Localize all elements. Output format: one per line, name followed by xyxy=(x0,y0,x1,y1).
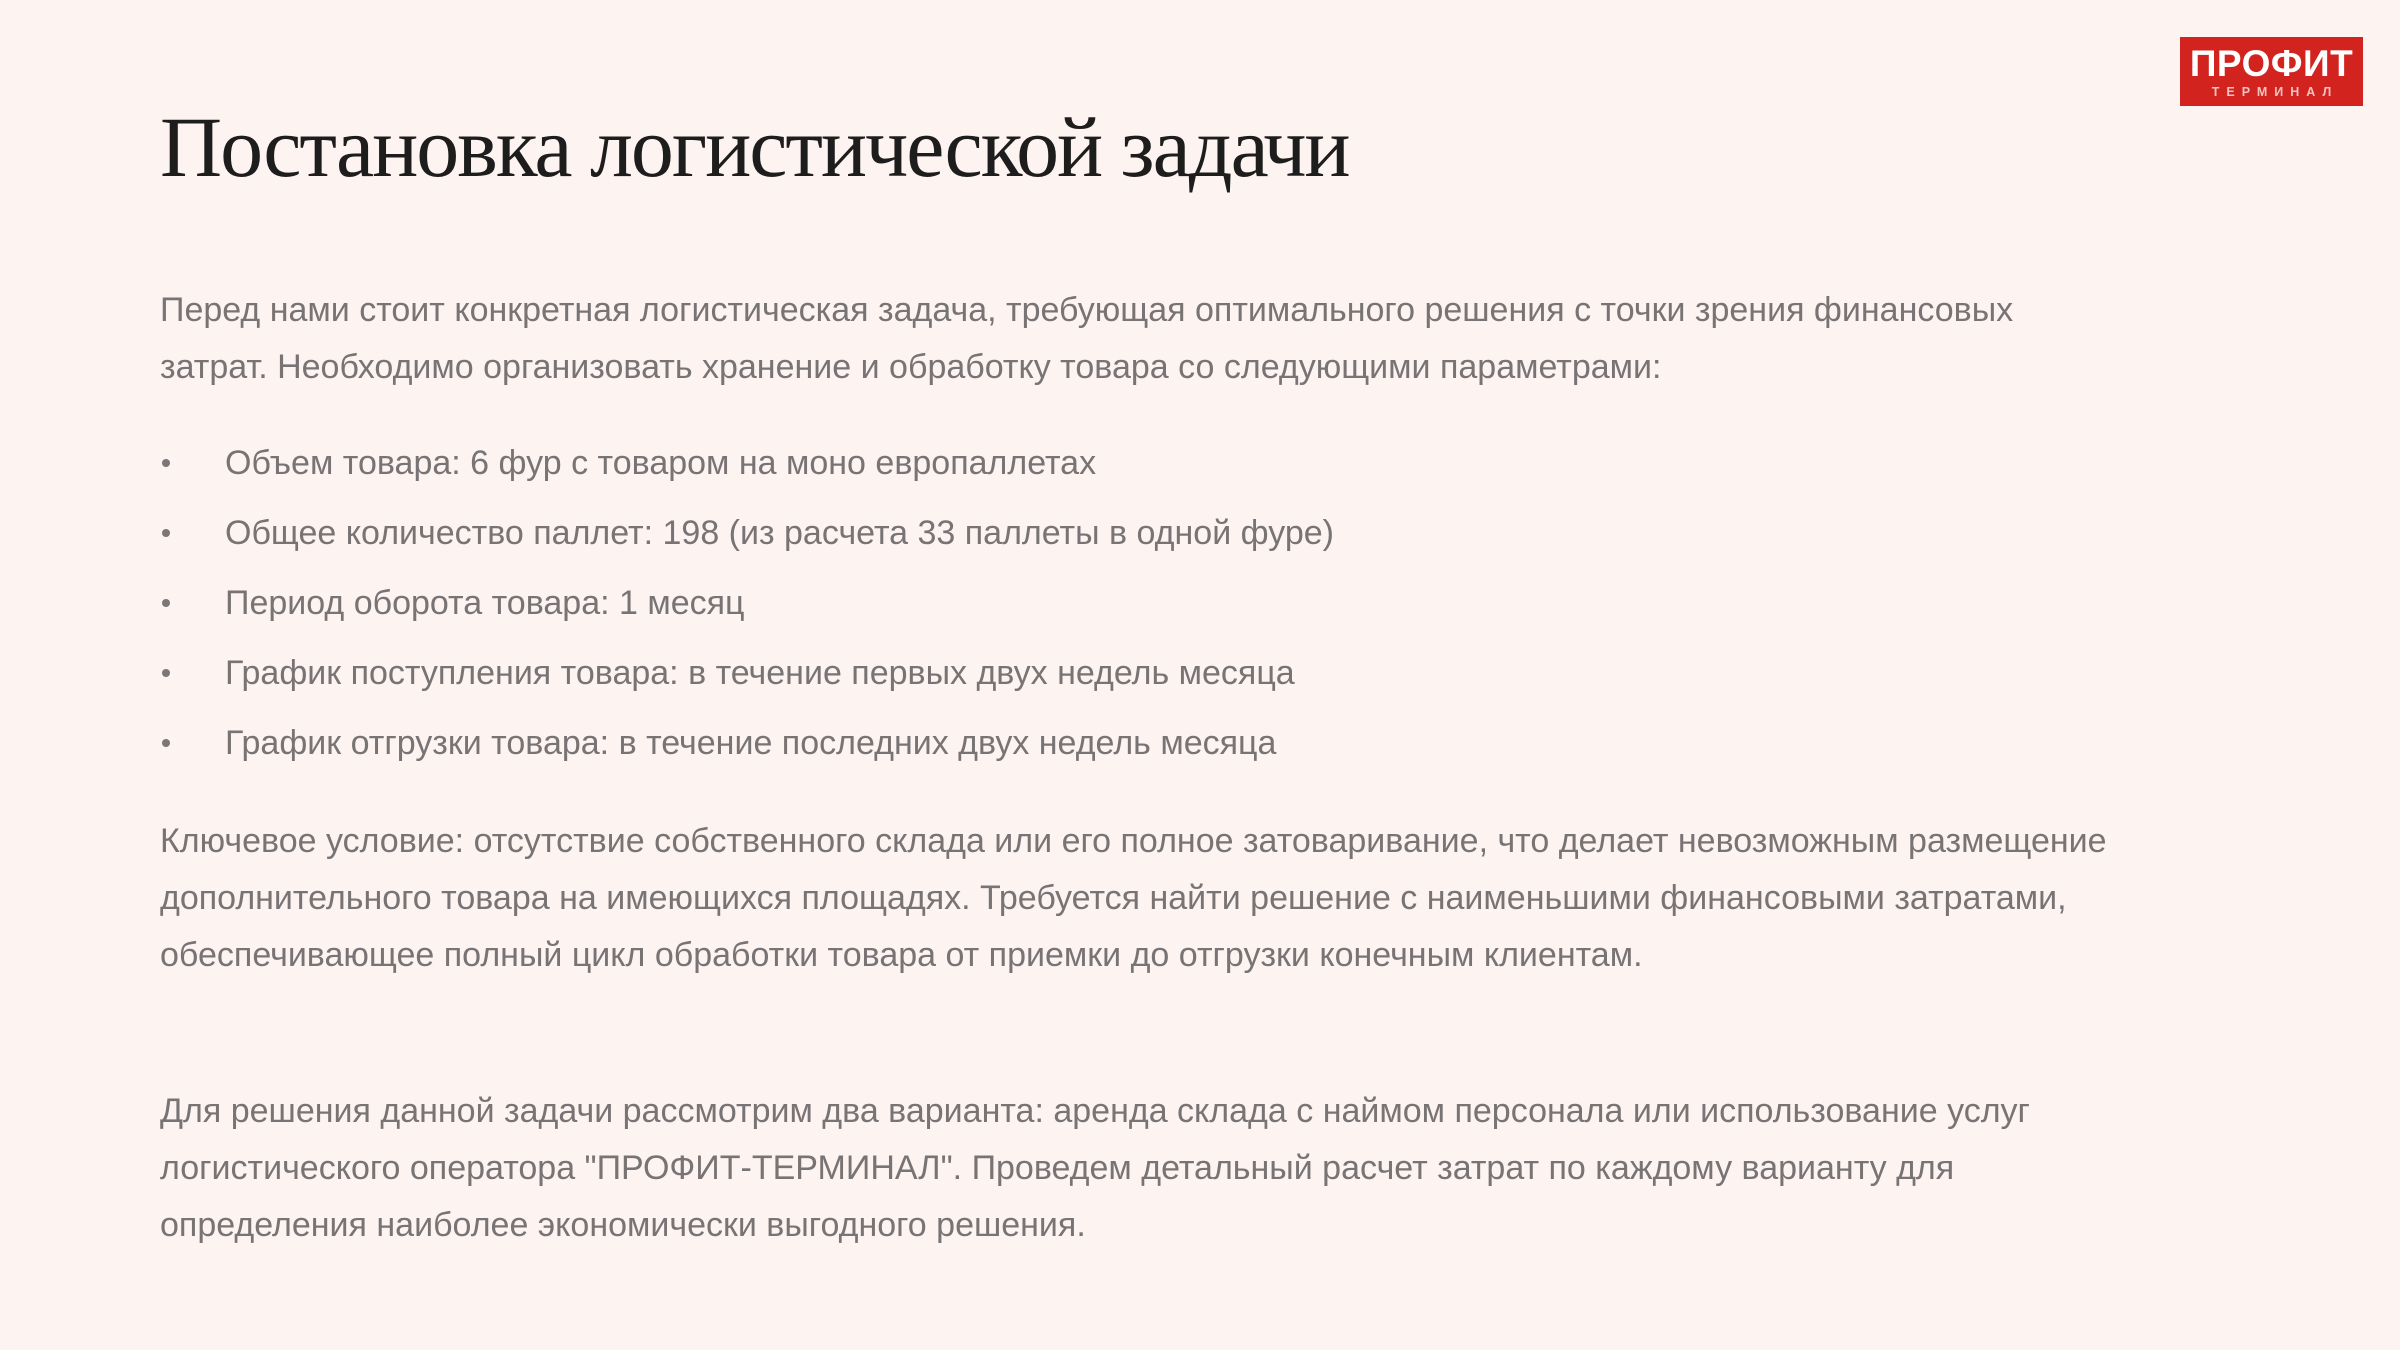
bullet-icon xyxy=(162,459,170,467)
list-item xyxy=(160,435,2110,492)
parameters-list xyxy=(160,435,2110,785)
list-item-text: График поступления товара: в течение первых двух недель месяца xyxy=(225,654,1295,692)
list-item-text: Период оборота товара: 1 месяц xyxy=(225,584,745,622)
bullet-icon xyxy=(162,669,170,677)
logo-secondary-text: ТЕРМИНАЛ xyxy=(2211,84,2339,99)
list-item-text: Общее количество паллет: 198 (из расчета 33 паллеты в одной фуре) xyxy=(225,514,1334,552)
logo-primary-text: ПРОФИТ xyxy=(2189,42,2354,84)
list-item xyxy=(160,715,2110,772)
profit-terminal-logo xyxy=(2180,37,2363,106)
page-title: Постановка логистической задачи xyxy=(160,99,1349,195)
intro-paragraph: Перед нами стоит конкретная логистическая задача, требующая оптимального решения с точки зрения финансовых затрат. Необходимо организовать хранение и обработку товара со следующими параметрами: xyxy=(160,291,2014,386)
bullet-icon xyxy=(162,529,170,537)
list-item xyxy=(160,575,2110,632)
list-item xyxy=(160,645,2110,702)
list-item-text: Объем товара: 6 фур с товаром на моно европаллетах xyxy=(225,444,1097,482)
bullet-icon xyxy=(162,739,170,747)
key-condition-paragraph: Ключевое условие: отсутствие собственного склада или его полное затоваривание, что делает невозможным размещение дополнительного товара на имеющихся площадях. Требуется найти решение с наименьшими финансовыми затратами, обеспечивающее полный цикл обработки товара от приемки до отгрузки конечным клиентам. xyxy=(160,822,2107,974)
solution-paragraph: Для решения данной задачи рассмотрим два варианта: аренда склада с наймом персонала или использование услуг логистического оператора "ПРОФИТ-ТЕРМИНАЛ". Проведем детальный расчет затрат по каждому варианту для определения наиболее экономически выгодного решения. xyxy=(160,1092,2030,1244)
list-item-text: График отгрузки товара: в течение последних двух недель месяца xyxy=(225,724,1277,762)
bullet-icon xyxy=(162,599,170,607)
list-item xyxy=(160,505,2110,562)
